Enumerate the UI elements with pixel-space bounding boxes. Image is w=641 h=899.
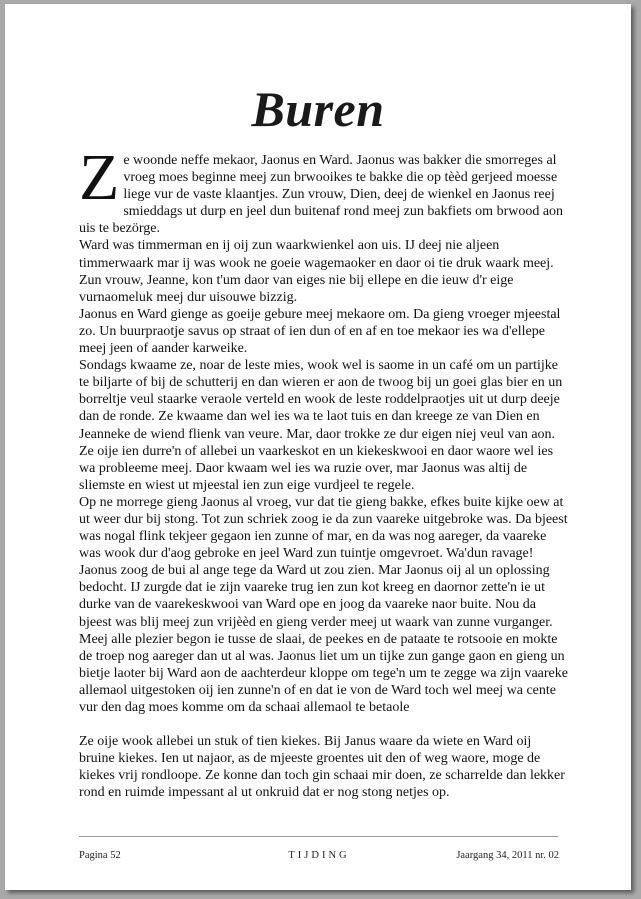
paragraph: Ward was timmerman en ij oij zun waarkwienkel aon uis. IJ deej nie aljeen timmerwaark mar ij was wook ne goeie wagemaoker en daor oi tie druk waark meej. Zun vrouw, Jeanne, kon t'um daor van eiges nie bij ellepe en die ieuw d'r eige vurnaomeluk meej dur uisouwe bizzig. bbox=[79, 238, 554, 305]
drop-cap: Z bbox=[79, 141, 120, 214]
article-body bbox=[79, 141, 569, 801]
issue-info: Jaargang 34, 2011 nr. 02 bbox=[456, 850, 559, 861]
publication-name: TIJDING bbox=[288, 850, 350, 861]
paragraph: Op ne morrege gieng Jaonus al vroeg, vur dat tie gieng bakke, efkes buite kijke oew at ut weer dur bij stong. Tot zun schriek zoog ie da zun vaareke uitgebroke was. Da bjeest was nogal flink tekjeer gegaon ien zunne of mar, en da was nog aareger, da vaareke was wook dur d'aog gebroke en jeel Ward zun tuintje omgevroet. Wa'dun ravage! Jaonus zoog de bui al ange tege da Ward ut zou zien. Mar Jaonus oij al un oplossing bedocht. IJ zurgde dat ie zijn vaareke trug ien zun kot kreeg en daornor zette'n ie ut durke van de vaarekeskwooi van Ward ope en joog da vaareke naor buite. Nou da bjeest was blij meej zun vrijèèd en gieng verder meej ut waark van zunne vurganger. Meej alle plezier begon ie tusse de slaai, de peekes en de pataate te rotsooie en mokte de troep nog aareger dan ut al was. Jaonus liet um un tijke zun gange gaon en gieng un bietje laoter bij Ward aon de aachterdeur kloppe om tege'n um te zegge wa zijn vaareke allemaol uitgestoken oij ien zunne'n of en dat ie von de Ward toch wel meej wa cente vur den dag moes komme om da schaai allemaol te betaole bbox=[79, 494, 568, 715]
paragraph: Jaonus en Ward gienge as goeije gebure meej mekaore om. Da gieng vroeger mjeestal zo. Un buurpraotje savus op straat of ien dun of en af en toe mekaor ies wa d'ellepe meej jeen of aander karweike. bbox=[79, 306, 561, 357]
paragraph-spacer bbox=[79, 716, 569, 733]
paragraph: Ze oije wook allebei un stuk of tien kiekes. Bij Janus waare da wiete en Ward oij bruine kiekes. Ien ut najaor, as de mjeeste groentes uit den of weg waore, moge de kiekes vrij rondloope. Ze konne dan toch gin schaai mir doen, ze scharrelde dan lekker rond en ruimde impessant al ut onkruid dat er nog stong netjes op. bbox=[79, 734, 565, 801]
page-number: Pagina 52 bbox=[79, 850, 121, 861]
paragraph: Sondags kwaame ze, noar de leste mies, wook wel is saome in un café om un partijke te biljarte of bij de schutterij en dan wieren er aon de twoog bij un goei glas bier en un borreltje veul staarke veraole verteld en wook de leste roddelpraotjes uit ut durp deeje dan de ronde. Ze kwaame dan wel ies wa te laot tuis en dan kreege ze van Dien en Jeanneke de wiend flienk van veure. Mar, daor trokke ze dur eigen niej veul van aon. bbox=[79, 358, 563, 442]
paragraph: Ze woonde neffe mekaor, Jaonus en Ward. Jaonus was bakker die smorreges al vroeg moes beginne meej zun brwooikes te bakke die op tèèd gerjeed moesse liege vur de vaste klaantjes. Zun vrouw, Dien, deej de wienkel en Jaonus reej smieddags ut durp en jeel dun buitenaf rond meej zun bakfiets om brwood aon uis te bezörge. bbox=[79, 141, 564, 237]
footer-rule bbox=[79, 836, 558, 837]
document-page bbox=[5, 4, 631, 890]
article-title: Buren bbox=[251, 81, 385, 137]
paragraph: Ze oije ien durre'n of allebei un vaarkeskot en un kiekeskwooi en daor waore wel ies wa probleeme meej. Daor kwaam wel ies wa ruzie over, mar Jaonus was altij de sliemste en wiest ut mjeestal ien zun eige vurdjeel te regele. bbox=[79, 443, 554, 493]
